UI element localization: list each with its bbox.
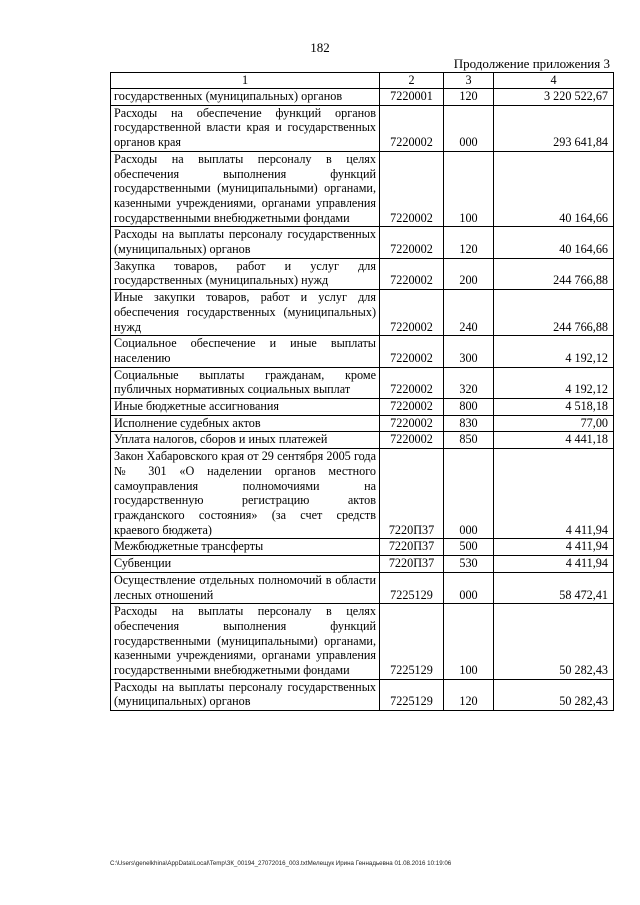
table-row	[111, 290, 614, 336]
row-code: 7225129	[380, 572, 444, 603]
row-amount: 293 641,84	[494, 105, 614, 151]
row-code: 7220002	[380, 151, 444, 227]
row-type: 000	[444, 572, 494, 603]
row-name: Субвенции	[111, 556, 380, 573]
row-code: 7220002	[380, 336, 444, 367]
table-row	[111, 556, 614, 573]
row-type: 530	[444, 556, 494, 573]
row-type: 200	[444, 258, 494, 289]
budget-table	[110, 72, 614, 711]
table-row	[111, 604, 614, 680]
table-row	[111, 336, 614, 367]
row-amount: 40 164,66	[494, 227, 614, 258]
row-amount: 4 441,18	[494, 432, 614, 449]
row-name: Расходы на выплаты персоналу государственных (муниципальных) органов	[111, 227, 380, 258]
row-name: Социальные выплаты гражданам, кроме публичных нормативных социальных выплат	[111, 367, 380, 398]
row-name: Межбюджетные трансферты	[111, 539, 380, 556]
column-header-code: 2	[380, 73, 444, 89]
row-type: 000	[444, 449, 494, 539]
row-amount: 40 164,66	[494, 151, 614, 227]
table-row	[111, 449, 614, 539]
table-row	[111, 432, 614, 449]
row-type: 850	[444, 432, 494, 449]
row-name: государственных (муниципальных) органов	[111, 89, 380, 106]
row-amount: 244 766,88	[494, 258, 614, 289]
row-name: Уплата налогов, сборов и иных платежей	[111, 432, 380, 449]
row-code: 7220002	[380, 432, 444, 449]
table-header-row	[111, 73, 614, 89]
column-header-amount: 4	[494, 73, 614, 89]
table-row	[111, 89, 614, 106]
table-row	[111, 679, 614, 710]
row-name: Иные бюджетные ассигнования	[111, 399, 380, 416]
row-amount: 4 518,18	[494, 399, 614, 416]
row-type: 300	[444, 336, 494, 367]
row-amount: 4 192,12	[494, 336, 614, 367]
table-row	[111, 539, 614, 556]
row-type: 240	[444, 290, 494, 336]
row-type: 120	[444, 679, 494, 710]
row-code: 7220П37	[380, 556, 444, 573]
row-code: 7225129	[380, 604, 444, 680]
row-amount: 50 282,43	[494, 679, 614, 710]
row-type: 120	[444, 227, 494, 258]
row-type: 320	[444, 367, 494, 398]
row-name: Закупка товаров, работ и услуг для государственных (муниципальных) нужд	[111, 258, 380, 289]
row-type: 500	[444, 539, 494, 556]
row-name: Исполнение судебных актов	[111, 415, 380, 432]
row-code: 7220П37	[380, 449, 444, 539]
table-row	[111, 258, 614, 289]
row-type: 800	[444, 399, 494, 416]
row-code: 7220002	[380, 399, 444, 416]
row-name: Расходы на обеспечение функций органов государственной власти края и государственных органов края	[111, 105, 380, 151]
row-amount: 4 411,94	[494, 556, 614, 573]
row-amount: 3 220 522,67	[494, 89, 614, 106]
row-type: 120	[444, 89, 494, 106]
row-type: 000	[444, 105, 494, 151]
row-amount: 77,00	[494, 415, 614, 432]
row-type: 100	[444, 604, 494, 680]
row-code: 7220П37	[380, 539, 444, 556]
row-amount: 58 472,41	[494, 572, 614, 603]
row-type: 100	[444, 151, 494, 227]
row-name: Осуществление отдельных полномочий в области лесных отношений	[111, 572, 380, 603]
appendix-continuation-label: Продолжение приложения 3	[453, 56, 610, 71]
table-row	[111, 367, 614, 398]
row-code: 7220002	[380, 367, 444, 398]
row-amount: 50 282,43	[494, 604, 614, 680]
file-path-footer: C:\Users\genelkhina\AppData\Local\Temp\ЗК_00194_27072016_003.txtМелещук Ирина Геннадьевна 01.08.2016 10:19:06	[110, 860, 452, 867]
table-row	[111, 151, 614, 227]
row-name: Иные закупки товаров, работ и услуг для обеспечения государственных (муниципальных) нужд	[111, 290, 380, 336]
row-code: 7220002	[380, 105, 444, 151]
table-row	[111, 572, 614, 603]
row-code: 7220002	[380, 227, 444, 258]
row-code: 7220002	[380, 290, 444, 336]
table-row	[111, 227, 614, 258]
page-number: 182	[310, 40, 330, 55]
row-code: 7220001	[380, 89, 444, 106]
row-name: Социальное обеспечение и иные выплаты населению	[111, 336, 380, 367]
row-code: 7225129	[380, 679, 444, 710]
row-amount: 244 766,88	[494, 290, 614, 336]
row-code: 7220002	[380, 415, 444, 432]
row-type: 830	[444, 415, 494, 432]
row-name: Расходы на выплаты персоналу в целях обеспечения выполнения функций государственными (муниципальными) органами, казенными учреждениями, органами управления государственными внебюджетными фондами	[111, 604, 380, 680]
row-code: 7220002	[380, 258, 444, 289]
row-name: Расходы на выплаты персоналу в целях обеспечения выполнения функций государственными (муниципальными) органами, казенными учреждениями, органами управления государственными внебюджетными фондами	[111, 151, 380, 227]
row-amount: 4 411,94	[494, 539, 614, 556]
row-amount: 4 411,94	[494, 449, 614, 539]
row-name: Расходы на выплаты персоналу государственных (муниципальных) органов	[111, 679, 380, 710]
column-header-name: 1	[111, 73, 380, 89]
table-row	[111, 399, 614, 416]
row-amount: 4 192,12	[494, 367, 614, 398]
row-name: Закон Хабаровского края от 29 сентября 2005 года № 301 «О наделении органов местного самоуправления полномочиями на государственную регистрацию актов гражданского состояния» (за счет средств краевого бюджета)	[111, 449, 380, 539]
column-header-type: 3	[444, 73, 494, 89]
table-row	[111, 105, 614, 151]
table-row	[111, 415, 614, 432]
